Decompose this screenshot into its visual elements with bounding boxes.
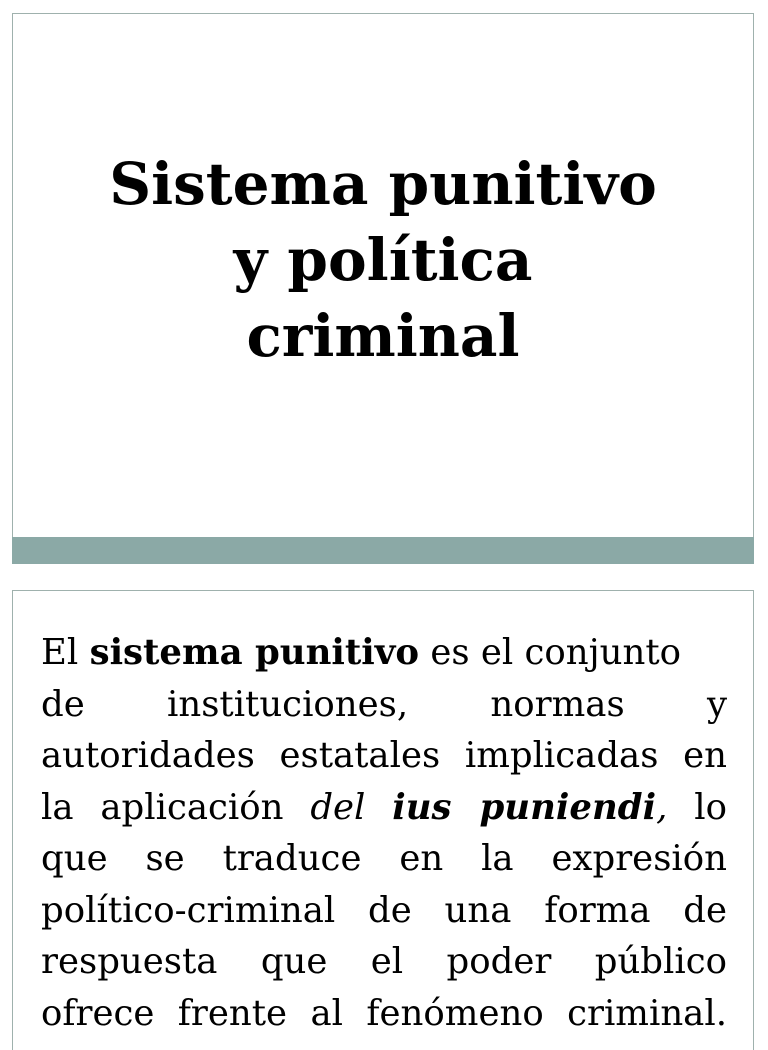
slide-definition [12,590,754,1050]
title-line-1: Sistema punitivo [109,150,657,218]
title-line-3: criminal [246,302,520,370]
line4-pre-text: la aplicación [41,786,284,828]
line4-italic-text: del [310,786,366,828]
slide-accent-band [12,537,754,564]
paragraph-line-3: autoridades estatales implicadas en [41,735,727,776]
comma-mark: , [656,786,668,828]
definition-paragraph [41,627,727,1039]
paragraph-line-4 [41,782,727,834]
paragraph-line-8: ofrece frente al fenómeno criminal. [41,992,727,1034]
paragraph-line-7: respuesta que el poder público [41,941,727,982]
ius-puniendi-term: ius puniendi [392,786,657,828]
defined-term: sistema punitivo [89,632,420,673]
title-line-2: y política [233,226,533,294]
slide-title-heading [13,146,753,374]
slide-title [12,13,754,564]
paragraph-line-2: de instituciones, normas y [41,683,727,725]
after-term-text: es el conjunto [430,632,682,673]
paragraph-line-5: que se traduce en la expresión [41,838,727,879]
paragraph-line-6: político-criminal de una forma de [41,889,727,931]
ius-phrase [392,787,667,828]
intro-word: El [41,632,79,673]
paragraph-line-1 [41,627,727,679]
line4-post-text: lo [694,786,727,828]
